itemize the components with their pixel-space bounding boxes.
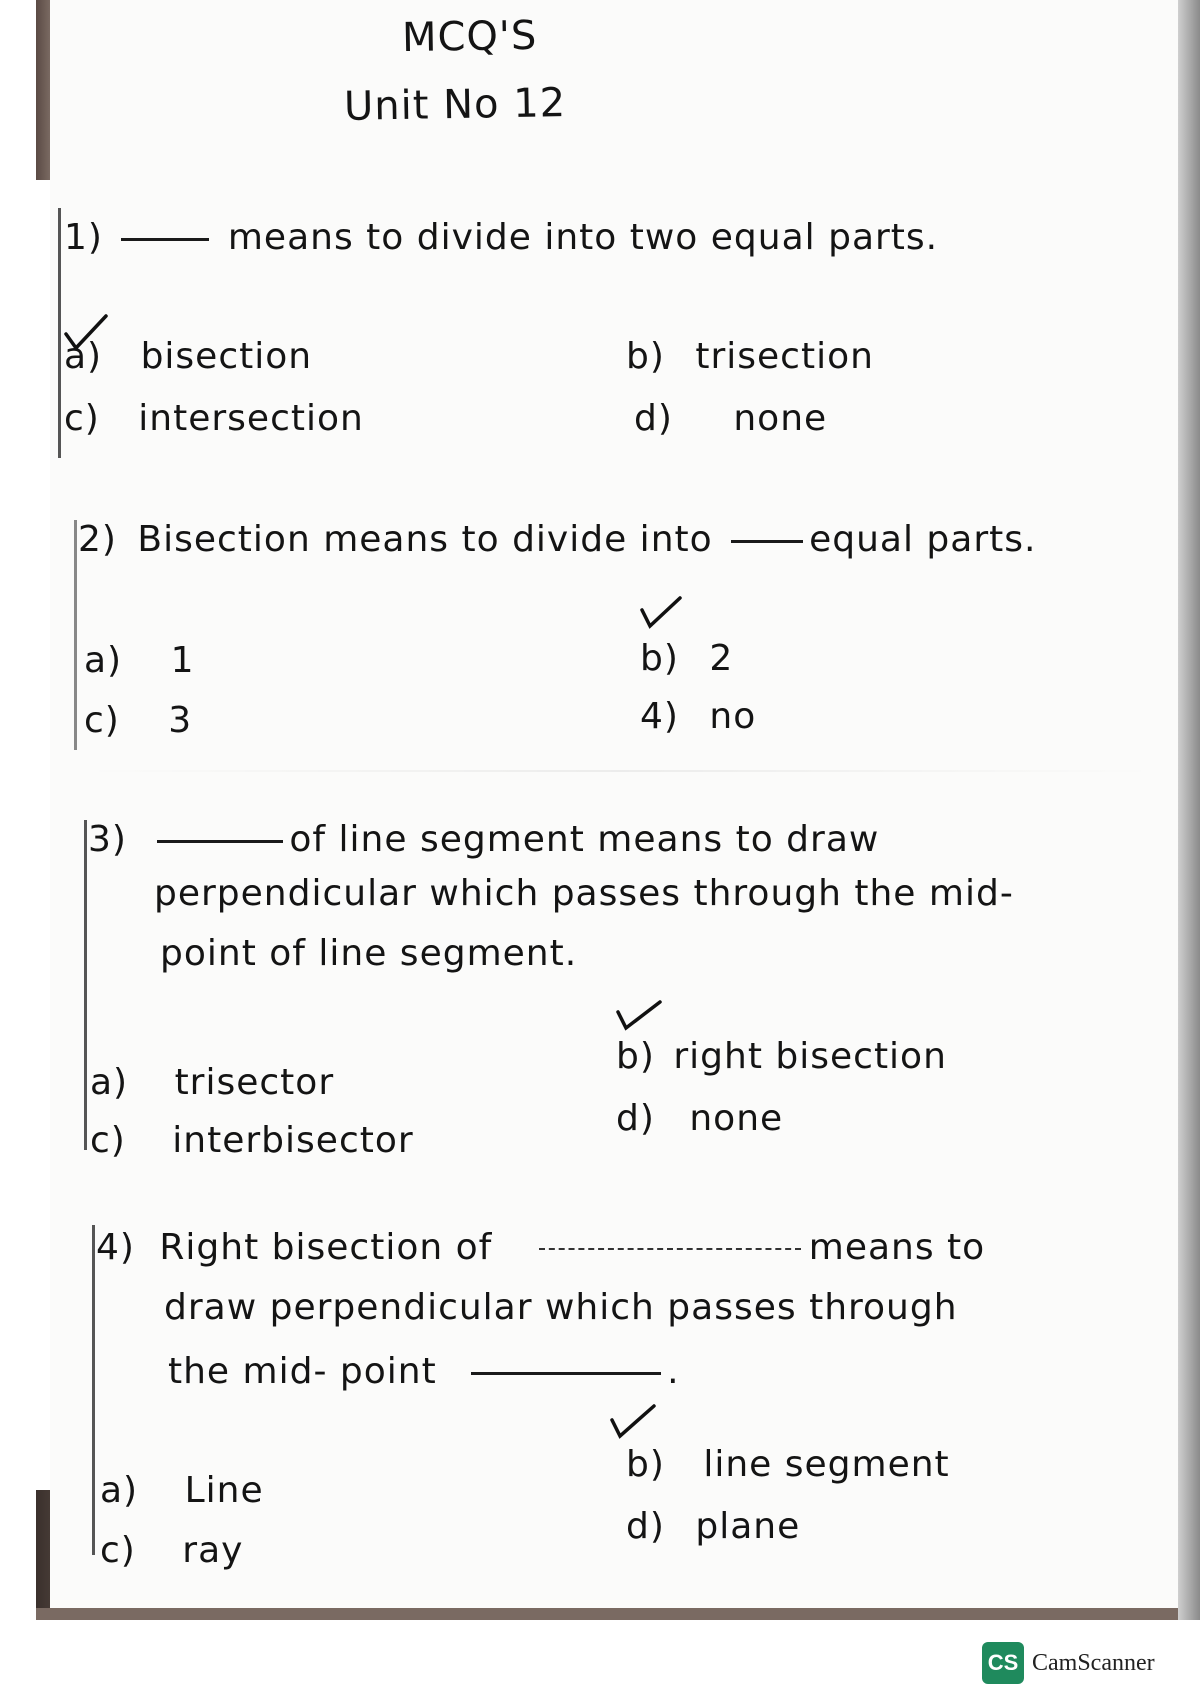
option-2a xyxy=(84,640,194,681)
answer-blank xyxy=(157,840,283,843)
answer-blank xyxy=(731,540,803,543)
margin-line xyxy=(74,520,77,750)
option-text: 3 xyxy=(168,700,193,741)
margin-line xyxy=(92,1225,95,1555)
question-text: means to divide into two equal parts. xyxy=(227,217,939,258)
page-title: MCQ'S xyxy=(401,12,538,62)
checkmark-icon xyxy=(636,592,684,632)
checkmark-icon xyxy=(608,1402,656,1442)
option-letter: c) xyxy=(100,1530,136,1571)
option-text: none xyxy=(689,1098,784,1139)
scan-edge-left xyxy=(36,0,50,180)
option-text: no xyxy=(709,696,757,737)
question-1 xyxy=(64,210,938,266)
option-letter: a) xyxy=(100,1470,139,1511)
scan-edge-right xyxy=(1178,0,1200,1620)
question-text: the mid- point xyxy=(168,1351,437,1392)
question-number: 4) xyxy=(96,1227,135,1268)
option-text: trisection xyxy=(695,336,874,377)
question-4-line-1 xyxy=(96,1220,985,1276)
answer-blank xyxy=(471,1372,661,1375)
paper-fold-line xyxy=(80,770,1160,772)
option-letter: b) xyxy=(616,1036,655,1077)
camscanner-logo-icon: CS xyxy=(982,1642,1024,1684)
option-letter: c) xyxy=(84,700,120,741)
option-letter: d) xyxy=(634,398,673,439)
question-number: 1) xyxy=(64,217,103,258)
option-2c xyxy=(84,700,192,741)
option-3b xyxy=(616,1036,947,1077)
option-2b xyxy=(640,638,733,679)
question-4-line-3 xyxy=(168,1344,680,1400)
option-4c xyxy=(100,1530,243,1571)
option-letter: d) xyxy=(626,1506,665,1547)
option-letter: c) xyxy=(64,398,100,439)
option-text: 1 xyxy=(170,640,195,681)
option-text: trisector xyxy=(174,1062,335,1103)
question-3-line-2: perpendicular which passes through the mid- xyxy=(154,873,1014,914)
option-letter: c) xyxy=(90,1120,126,1161)
option-text: line segment xyxy=(703,1444,950,1485)
checkmark-icon xyxy=(614,996,662,1036)
unit-heading: Unit No 12 xyxy=(343,80,567,130)
margin-line xyxy=(58,208,61,458)
option-text: right bisection xyxy=(673,1036,947,1077)
option-3c xyxy=(90,1120,414,1161)
margin-line xyxy=(84,820,87,1150)
question-3-line-1 xyxy=(88,812,879,868)
question-2 xyxy=(78,512,1036,568)
option-1b xyxy=(626,336,874,377)
answer-blank xyxy=(121,238,209,241)
option-text: 2 xyxy=(709,638,734,679)
option-1d xyxy=(634,398,827,439)
option-letter: 4) xyxy=(640,696,679,737)
question-number: 3) xyxy=(88,819,127,860)
answer-blank xyxy=(539,1248,801,1250)
question-text: equal parts. xyxy=(809,519,1037,560)
option-text: Line xyxy=(184,1470,264,1511)
option-3d xyxy=(616,1098,783,1139)
option-text: none xyxy=(733,398,828,439)
option-letter: a) xyxy=(84,640,123,681)
option-text: ray xyxy=(182,1530,244,1571)
question-4-line-2: draw perpendicular which passes through xyxy=(164,1287,958,1328)
question-number: 2) xyxy=(78,519,117,560)
option-text: intersection xyxy=(138,398,364,439)
option-letter: b) xyxy=(640,638,679,679)
question-text: means to xyxy=(808,1227,986,1268)
option-letter: b) xyxy=(626,1444,665,1485)
option-letter: a) xyxy=(90,1062,129,1103)
option-3a xyxy=(90,1062,334,1103)
question-3-line-3: point of line segment. xyxy=(160,933,578,974)
option-text: bisection xyxy=(140,336,313,377)
question-text: Right bisection of xyxy=(159,1227,493,1268)
question-text: Bisection means to divide into xyxy=(137,519,713,560)
option-4a xyxy=(100,1470,264,1511)
scan-edge-bottom xyxy=(36,1608,1178,1620)
option-2d xyxy=(640,696,756,737)
option-letter: b) xyxy=(626,336,665,377)
option-letter: a) xyxy=(64,336,103,377)
question-text: of line segment means to draw xyxy=(289,819,880,860)
option-4d xyxy=(626,1506,800,1547)
camscanner-brand: CamScanner xyxy=(1032,1650,1155,1676)
question-text: . xyxy=(667,1351,680,1392)
option-1a xyxy=(64,336,312,377)
option-4b xyxy=(626,1444,950,1485)
option-1c xyxy=(64,398,364,439)
option-text: plane xyxy=(695,1506,801,1547)
option-text: interbisector xyxy=(172,1120,414,1161)
option-letter: d) xyxy=(616,1098,655,1139)
